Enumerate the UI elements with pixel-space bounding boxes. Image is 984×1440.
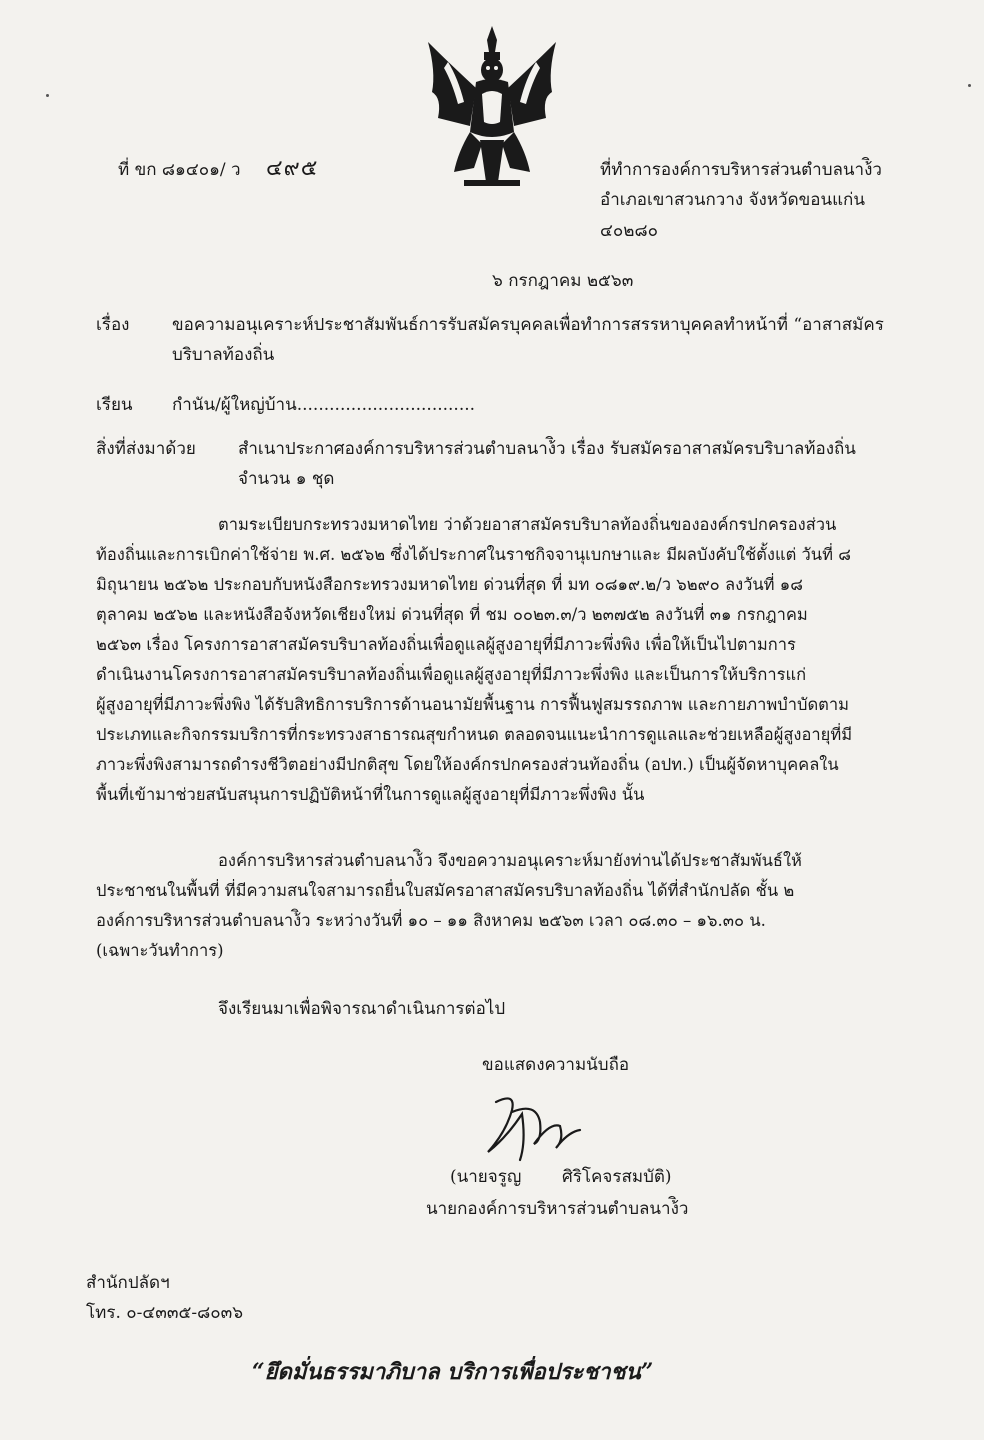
body-paragraph-1 bbox=[96, 510, 896, 810]
footer-office: สำนักปลัดฯ bbox=[86, 1273, 170, 1293]
paragraph-line: ตามระเบียบกระทรวงมหาดไทย ว่าด้วยอาสาสมัครบริบาลท้องถิ่นขององค์กรปกครองส่วน bbox=[218, 515, 837, 534]
closing-sentence: จึงเรียนมาเพื่อพิจารณาดำเนินการต่อไป bbox=[218, 999, 506, 1019]
footer-slogan: “ยึดมั่นธรรมาภิบาล บริการเพื่อประชาชน” bbox=[252, 1359, 654, 1385]
recipient-label: เรียน bbox=[96, 395, 133, 415]
paragraph-line: ภาวะพึ่งพิงสามารถดำรงชีวิตอย่างมีปกติสุข โดยให้องค์กรปกครองส่วนท้องถิ่น (อปท.) เป็นผู้จัดหาบุคคลใน bbox=[96, 755, 839, 774]
paragraph-line: องค์การบริหารส่วนตำบลนาง้ิว จึงขอความอนุเคราะห์มายังท่านได้ประชาสัมพันธ์ให้ bbox=[218, 851, 802, 870]
paragraph-line: ท้องถิ่นและการเบิกค่าใช้จ่าย พ.ศ. ๒๕๖๒ ซึ่งได้ประกาศในราชกิจจานุเบกษาและ มีผลบังคับใช้ตั้งแต่ วันที่ ๘ bbox=[96, 545, 851, 564]
paragraph-line: องค์การบริหารส่วนตำบลนาง้ิว ระหว่างวันที่ ๑๐ – ๑๑ สิงหาคม ๒๕๖๓ เวลา ๐๘.๓๐ – ๑๖.๓๐ น. bbox=[96, 911, 766, 930]
paragraph-line: มิถุนายน ๒๕๖๒ ประกอบกับหนังสือกระทรวงมหาดไทย ด่วนที่สุด ที่ มท ๐๘๑๙.๒/ว ๖๒๙๐ ลงวันที่ ๑๘ bbox=[96, 575, 804, 594]
document-date: ๖ กรกฎาคม ๒๕๖๓ bbox=[492, 271, 634, 291]
signatory-name-close: ศิริโคจรสมบัติ) bbox=[562, 1167, 672, 1187]
doc-number-handwritten: ๔๙๕ bbox=[266, 156, 319, 181]
address-line-3: ๔๐๒๘๐ bbox=[600, 221, 658, 241]
enclosure-label: สิ่งที่ส่งมาด้วย bbox=[96, 439, 196, 459]
recipient-value: กำนัน/ผู้ใหญ่บ้าน................................. bbox=[172, 395, 476, 415]
signatory-position: นายกองค์การบริหารส่วนตำบลนาง้ิว bbox=[426, 1199, 689, 1219]
paragraph-line: ผู้สูงอายุที่มีภาวะพึ่งพิง ได้รับสิทธิการบริการด้านอนามัยพื้นฐาน การฟื้นฟูสมรรถภาพ และกายภาพบำบัดตาม bbox=[96, 695, 850, 714]
signatory-name-open: (นายจรูญ bbox=[450, 1167, 522, 1187]
enclosure-line-1: สำเนาประกาศองค์การบริหารส่วนตำบลนาง้ิว เรื่อง รับสมัครอาสาสมัครบริบาลท้องถิ่น bbox=[238, 439, 856, 459]
paragraph-line: ประเภทและกิจกรรมบริการที่กระทรวงสาธารณสุขกำหนด ตลอดจนแนะนำการดูแลและช่วยเหลือผู้สูงอายุที่มี bbox=[96, 725, 853, 744]
subject-label: เรื่อง bbox=[96, 315, 130, 335]
scan-speck bbox=[968, 84, 971, 87]
scan-speck bbox=[46, 94, 49, 97]
paragraph-line: ๒๕๖๓ เรื่อง โครงการอาสาสมัครบริบาลท้องถิ่นเพื่อดูแลผู้สูงอายุที่มีภาวะพึ่งพิง เพื่อให้เป็นไปตามการ bbox=[96, 635, 796, 654]
paragraph-line: ประชาชนในพื้นที่ ที่มีความสนใจสามารถยื่นใบสมัครอาสาสมัครบริบาลท้องถิ่น ได้ที่สำนักปลัด ชั้น ๒ bbox=[96, 881, 795, 900]
body-paragraph-2 bbox=[96, 846, 896, 966]
paragraph-line: พื้นที่เข้ามาช่วยสนับสนุนการปฏิบัติหน้าที่ในการดูแลผู้สูงอายุที่มีภาวะพึ่งพิง นั้น bbox=[96, 785, 645, 804]
paragraph-line: ตุลาคม ๒๕๖๒ และหนังสือจังหวัดเชียงใหม่ ด่วนที่สุด ที่ ชม ๐๐๒๓.๓/ว ๒๓๗๕๒ ลงวันที่ ๓๑ กรกฎาคม bbox=[96, 605, 808, 624]
footer-phone: โทร. ๐-๔๓๓๕-๘๐๓๖ bbox=[86, 1303, 244, 1323]
doc-number: ที่ ขก ๘๑๔๐๑/ ว bbox=[118, 160, 241, 180]
subject-line-2: บริบาลท้องถิ่น bbox=[172, 345, 275, 365]
enclosure-line-2: จำนวน ๑ ชุด bbox=[238, 469, 335, 489]
subject-line-1: ขอความอนุเคราะห์ประชาสัมพันธ์การรับสมัครบุคคลเพื่อทำการสรรหาบุคคลทำหน้าที่ “อาสาสมัคร bbox=[172, 315, 884, 335]
address-line-2: อำเภอเขาสวนกวาง จังหวัดขอนแก่น bbox=[600, 190, 865, 210]
handwritten-signature-icon bbox=[476, 1082, 586, 1164]
address-line-1: ที่ทำการองค์การบริหารส่วนตำบลนาง้ิว bbox=[600, 160, 882, 180]
paragraph-line: (เฉพาะวันทำการ) bbox=[96, 941, 224, 960]
regards-text: ขอแสดงความนับถือ bbox=[482, 1055, 630, 1075]
garuda-emblem-icon bbox=[418, 22, 566, 194]
paragraph-line: ดำเนินงานโครงการอาสาสมัครบริบาลท้องถิ่นเพื่อดูแลผู้สูงอายุที่มีภาวะพึ่งพิง และเป็นการให้บริการแก่ bbox=[96, 665, 807, 684]
